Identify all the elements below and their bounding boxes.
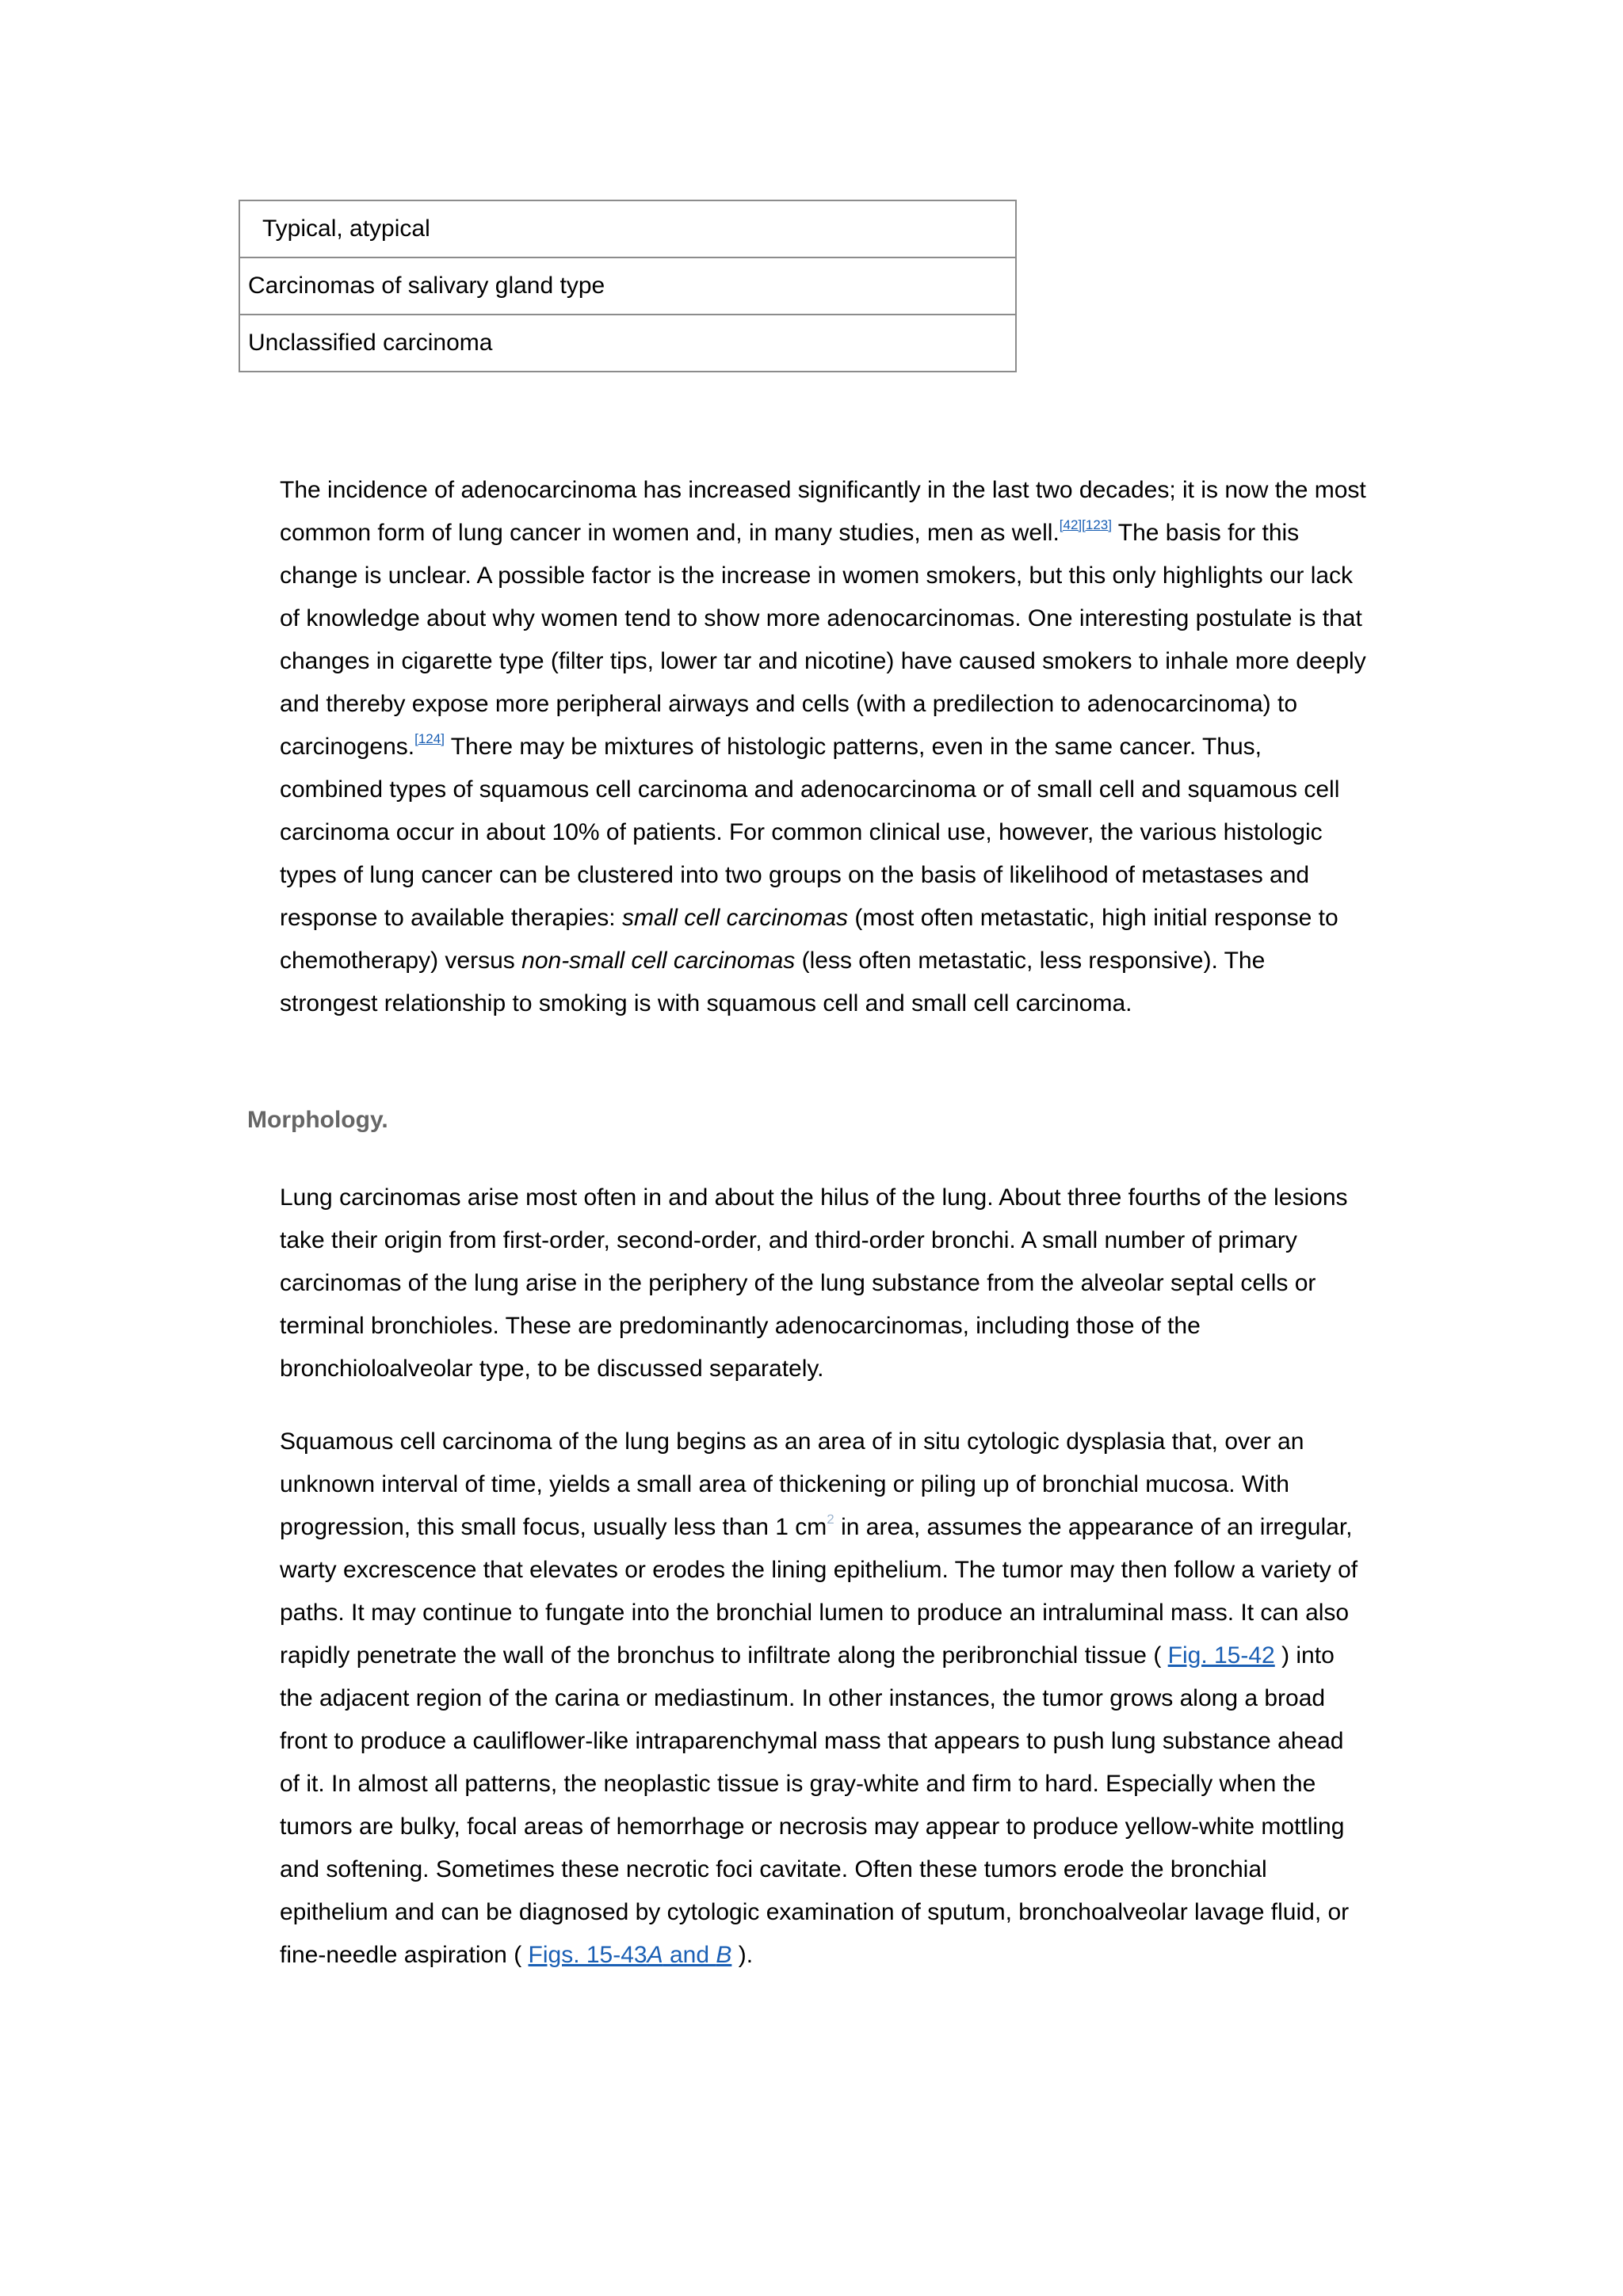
table-cell: Typical, atypical bbox=[239, 200, 1016, 257]
classification-table bbox=[239, 200, 1017, 372]
table-row bbox=[239, 315, 1016, 372]
superscript: 2 bbox=[827, 1512, 834, 1527]
reference-link[interactable]: [124] bbox=[414, 731, 445, 746]
table-row bbox=[239, 200, 1016, 257]
reference-link[interactable]: [123] bbox=[1082, 517, 1112, 532]
reference-link[interactable]: [42] bbox=[1059, 517, 1083, 532]
figure-link-15-43[interactable]: Figs. 15-43A and B bbox=[528, 1942, 732, 1968]
section-heading-morphology: Morphology. bbox=[247, 1107, 388, 1133]
paragraph-adenocarcinoma-incidence: The incidence of adenocarcinoma has increased significantly in the last two decades; it is now the most common form of lung cancer in women and, in many studies, men as well.[42][123] The basis for this change is unclear. A possible factor is the increase in women smokers, but this only highlights our lack of knowledge about why women tend to show more adenocarcinomas. One interesting postulate is that changes in cigarette type (filter tips, lower tar and nicotine) have caused smokers to inhale more deeply and thereby expose more peripheral airways and cells (with a predilection to adenocarcinoma) to carcinogens.[124] There may be mixtures of histologic patterns, even in the same cancer. Thus, combined types of squamous cell carcinoma and adenocarcinoma or of small cell and squamous cell carcinoma occur in about 10% of patients. For common clinical use, however, the various histologic types of lung cancer can be clustered into two groups on the basis of likelihood of metastases and response to available therapies: small cell carcinomas (most often metastatic, high initial response to chemotherapy) versus non-small cell carcinomas (less often metastatic, less responsive). The strongest relationship to smoking is with squamous cell and small cell carcinoma. bbox=[280, 477, 1366, 1016]
paragraph-lung-carcinoma-origin: Lung carcinomas arise most often in and about the hilus of the lung. About three fourths of the lesions take their origin from first-order, second-order, and third-order bronchi. A small number of primary carcinomas of the lung arise in the periphery of the lung substance from the alveolar septal cells or terminal bronchioles. These are predominantly adenocarcinomas, including those of the bronchioloalveolar type, to be discussed separately. bbox=[280, 1184, 1348, 1382]
paragraph-squamous-cell-carcinoma: Squamous cell carcinoma of the lung begins as an area of in situ cytologic dysplasia that, over an unknown interval of time, yields a small area of thickening or piling up of bronchial mucosa. With progression, this small focus, usually less than 1 $cm^2$ in area, assumes the appearance of an irregular, warty excrescence that elevates or erodes the lining epithelium. The tumor may then follow a variety of paths. It may continue to fungate into the bronchial lumen to produce an intraluminal mass. It can also rapidly penetrate the wall of the bronchus to infiltrate along the peribronchial tissue ( Fig. 15-42 ) into the adjacent region of the carina or mediastinum. In other instances, the tumor grows along a broad front to produce a cauliflower-like intraparenchymal mass that appears to push lung substance ahead of it. In almost all patterns, the neoplastic tissue is gray-white and firm to hard. Especially when the tumors are bulky, focal areas of hemorrhage or necrosis may appear to produce yellow-white mottling and softening. Sometimes these necrotic foci cavitate. Often these tumors erode the bronchial epithelium and can be diagnosed by cytologic examination of sputum, bronchoalveolar lavage fluid, or fine-needle aspiration ( Figs. 15-43A and B ). bbox=[280, 1428, 1358, 1968]
table-cell: Carcinomas of salivary gland type bbox=[239, 257, 1016, 315]
figure-link-15-42[interactable]: Fig. 15-42 bbox=[1167, 1642, 1275, 1669]
table-row bbox=[239, 257, 1016, 315]
table-cell: Unclassified carcinoma bbox=[239, 315, 1016, 372]
